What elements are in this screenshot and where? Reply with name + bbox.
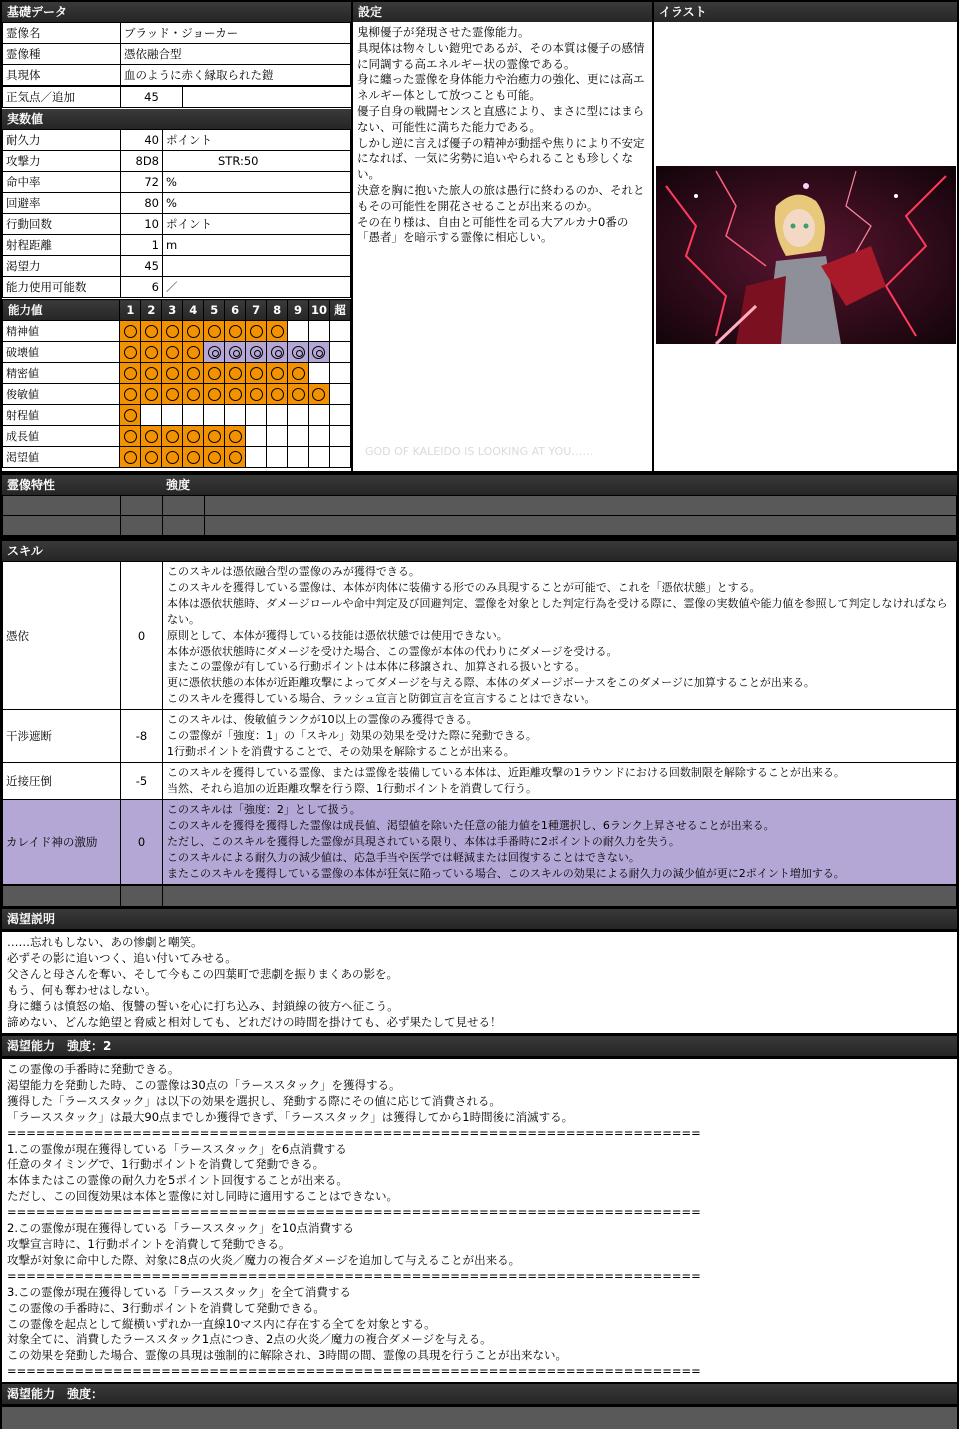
circle-mark-icon <box>292 367 305 380</box>
trait-row <box>3 516 957 536</box>
circle-mark-icon <box>208 325 221 338</box>
stat-extra: STR:50 <box>215 151 351 172</box>
ability-column-label: 3 <box>162 300 183 321</box>
rank-empty <box>309 447 330 468</box>
rank-circle <box>246 363 267 384</box>
basic-row: 霊像名 ブラッド・ジョーカー <box>3 23 351 44</box>
rank-circle <box>141 384 162 405</box>
character-illustration <box>656 166 956 344</box>
circle-mark-icon <box>166 325 179 338</box>
rank-circle <box>288 384 309 405</box>
circle-mark-icon <box>124 430 137 443</box>
ability-column-label: 超 <box>329 300 350 321</box>
desire-ability-2-body <box>2 1407 957 1429</box>
rank-empty <box>309 426 330 447</box>
circle-mark-icon <box>166 430 179 443</box>
stat-value: 45 <box>121 256 163 277</box>
skill-name: カレイド神の激励 <box>3 799 121 884</box>
desire-ability-text: この霊像の手番時に発動できる。 渇望能力を発動した時、この霊像は30点の「ラーススタック」を獲得する。 獲得した「ラーススタック」は以下の効果を選択し、発動する際にその値に応じて消費される。 「ラーススタック」は最大90点までしか獲得できず、「ラーススタック」は獲得してから1時間後に消滅する。 ======================================================================== 1.この霊像が現在獲得している「ラーススタック」を6点消費する 任意のタイミングで、1行動ポイントを消費して発動できる。 本体またはこの霊像の耐久力を5ポイント回復することが出来る。 ただし、この回復効果は本体と霊像に対し同時に適用することはできない。 ======================================================================== 2.この霊像が現在獲得している「ラーススタック」を10点消費する 攻撃宣言時に、1行動ポイントを消費して発動できる。 攻撃が対象に命中した際、対象に8点の火炎／魔力の複合ダメージを追加して与えることが出来る。 ======================================================================== 3.この霊像が現在獲得している「ラーススタック」を全て消費する この霊像の手番時に、3行動ポイントを消費して発動できる。 この霊像を起点として縦横いずれか一直線10マス内に存在する全てを対象とする。 対象全てに、消費したラーススタック1点につき、2点の火炎／魔力の複合ダメージを与える。 この効果を発動した場合、霊像の具現は強制的に解除され、3時間の間、霊像の具現を行うことが出来ない。 ======================================================================== <box>2 1059 957 1382</box>
ability-row: 精密値 <box>3 363 351 384</box>
stat-value: 10 <box>121 214 163 235</box>
rank-empty <box>267 405 288 426</box>
rank-circle <box>120 342 141 363</box>
stat-extra <box>215 256 351 277</box>
skill-name: 憑依 <box>3 562 121 710</box>
rank-empty <box>288 321 309 342</box>
ability-column-label: 1 <box>120 300 141 321</box>
stat-extra <box>215 193 351 214</box>
ability-row: 俊敏値 <box>3 384 351 405</box>
rank-circle <box>141 447 162 468</box>
rank-circle <box>120 321 141 342</box>
skills-empty-row <box>2 885 957 907</box>
rank-circle <box>162 426 183 447</box>
rank-circle <box>183 447 204 468</box>
rank-circle <box>141 363 162 384</box>
skill-description: このスキルは、俊敏値ランクが10以上の霊像のみ獲得できる。 この霊像が「強度：1」の「スキル」効果の効果を受けた際に発動できる。 1行動ポイントを消費することで、その効果を解除することが出来る。 <box>163 710 957 763</box>
rank-circle <box>288 363 309 384</box>
circle-mark-icon <box>145 367 158 380</box>
basic-data-header: 基礎データ <box>2 2 351 22</box>
sanity-value: 45 <box>121 87 183 108</box>
skill-name: 近接圧倒 <box>3 763 121 800</box>
double-circle-mark-icon <box>271 346 284 359</box>
circle-mark-icon <box>145 451 158 464</box>
rank-circle <box>162 447 183 468</box>
ability-column-label: 8 <box>267 300 288 321</box>
ability-column-label: 6 <box>225 300 246 321</box>
rank-circle <box>120 447 141 468</box>
stats-header: 実数値 <box>2 109 351 129</box>
stat-unit: % <box>163 172 216 193</box>
circle-mark-icon <box>187 346 200 359</box>
rank-circle <box>120 384 141 405</box>
ability-grid-header: 能力値 1 2 3 4 5 6 7 8 9 10 超 <box>3 300 351 321</box>
rank-circle <box>183 342 204 363</box>
trait-row <box>3 496 957 516</box>
circle-mark-icon <box>271 367 284 380</box>
skills-table <box>2 561 957 885</box>
double-circle-mark-icon <box>229 346 242 359</box>
rank-circle <box>183 321 204 342</box>
desire-description-header: 渇望説明 <box>2 909 957 929</box>
rank-double-circle <box>204 342 225 363</box>
rank-circle <box>309 384 330 405</box>
stat-unit: ポイント <box>163 214 216 235</box>
rank-circle <box>225 363 246 384</box>
basic-row: 霊像種 憑依融合型 <box>3 44 351 65</box>
stats-table <box>2 129 351 298</box>
circle-mark-icon <box>166 388 179 401</box>
rank-empty <box>329 321 350 342</box>
ability-column-label: 10 <box>309 300 330 321</box>
rank-circle <box>225 447 246 468</box>
stat-extra <box>215 277 351 298</box>
sanity-row: 正気点／追加 45 <box>3 87 352 108</box>
circle-mark-icon <box>250 367 263 380</box>
circle-mark-icon <box>187 325 200 338</box>
rank-empty <box>204 405 225 426</box>
skill-row <box>3 710 957 763</box>
stat-row: 攻撃力 8D8 STR:50 <box>3 151 351 172</box>
basic-data-panel <box>2 2 351 471</box>
rank-circle <box>120 405 141 426</box>
basic-data-table <box>2 22 351 86</box>
circle-mark-icon <box>208 367 221 380</box>
rank-circle <box>267 321 288 342</box>
rank-double-circle <box>246 342 267 363</box>
traits-table <box>2 495 957 536</box>
stat-unit: % <box>163 193 216 214</box>
circle-mark-icon <box>312 388 325 401</box>
skills-header: スキル <box>2 541 957 561</box>
ability-grid <box>2 299 351 468</box>
skill-value: 0 <box>121 562 163 710</box>
skill-row <box>3 562 957 710</box>
ability-column-label: 9 <box>288 300 309 321</box>
rank-empty <box>267 426 288 447</box>
spirit-type: 憑依融合型 <box>121 44 351 65</box>
rank-empty <box>329 342 350 363</box>
rank-circle <box>183 426 204 447</box>
rank-circle <box>204 363 225 384</box>
rank-circle <box>204 426 225 447</box>
skill-row <box>3 799 957 884</box>
skill-row <box>3 763 957 800</box>
rank-circle <box>162 384 183 405</box>
ability-row: 成長値 <box>3 426 351 447</box>
circle-mark-icon <box>187 388 200 401</box>
traits-header: 霊像特性 強度 <box>2 475 957 495</box>
stat-extra <box>215 172 351 193</box>
stat-unit <box>163 256 216 277</box>
ability-row: 破壊値 <box>3 342 351 363</box>
illustration-art <box>656 166 956 344</box>
double-circle-mark-icon <box>312 346 325 359</box>
rank-circle <box>267 363 288 384</box>
rank-circle <box>246 384 267 405</box>
rank-empty <box>183 405 204 426</box>
rank-empty <box>225 405 246 426</box>
double-circle-mark-icon <box>250 346 263 359</box>
circle-mark-icon <box>166 451 179 464</box>
skill-value: 0 <box>121 799 163 884</box>
ability-row: 精神値 <box>3 321 351 342</box>
rank-empty <box>267 447 288 468</box>
rank-empty <box>288 426 309 447</box>
rank-empty <box>246 426 267 447</box>
rank-circle <box>141 342 162 363</box>
rank-circle <box>183 384 204 405</box>
circle-mark-icon <box>145 325 158 338</box>
setting-text: 鬼柳優子が発現させた霊像能力。 具現体は物々しい鎧兜であるが、その本質は優子の感情に同調する高エネルギー状の霊像である。 身に纏った霊像を身体能力や治癒力の強化、更には高エネルギー体として放つことも可能。 優子自身の戦闘センスと直感により、まさに型にはまらない、可能性に満ちた能力である。 しかし逆に言えば優子の精神が動揺や焦りにより不安定になれば、一気に劣勢に追いやられることも珍しくない。 決意を胸に抱いた旅人の旅は愚行に終わるのか、それともその可能性を開花させることが出来るのか。 その在り様は、自由と可能性を司る大アルカナ0番の「愚者」を暗示する霊像に相応しい。 <box>357 25 645 245</box>
stat-extra <box>215 130 351 151</box>
setting-panel <box>353 2 652 471</box>
rank-circle <box>246 321 267 342</box>
stat-unit: ポイント <box>163 130 216 151</box>
ability-column-label: 5 <box>204 300 225 321</box>
double-circle-mark-icon <box>292 346 305 359</box>
rank-circle <box>141 426 162 447</box>
rank-circle <box>141 321 162 342</box>
stat-row: 射程距離 1 m <box>3 235 351 256</box>
stat-row: 回避率 80 % <box>3 193 351 214</box>
rank-circle <box>204 447 225 468</box>
rank-circle <box>162 342 183 363</box>
rank-circle <box>225 321 246 342</box>
skill-name: 干渉遮断 <box>3 710 121 763</box>
circle-mark-icon <box>208 451 221 464</box>
circle-mark-icon <box>124 409 137 422</box>
stat-value: 80 <box>121 193 163 214</box>
ability-column-label: 7 <box>246 300 267 321</box>
desire-ability-section <box>2 1036 957 1382</box>
rank-empty <box>246 405 267 426</box>
circle-mark-icon <box>145 430 158 443</box>
desire-description-section <box>2 909 957 1033</box>
rank-empty <box>246 447 267 468</box>
stat-row: 渇望力 45 <box>3 256 351 277</box>
desire-description-text: ……忘れもしない、あの惨劇と嘲笑。 必ずその影に追いつく、追い付いてみせる。 父さんと母さんを奪い、そして今もこの四葉町で悲劇を振りまくあの影を。 もう、何も奪わせはしない。 身に纏うは憤怒の焔、復讐の誓いを心に打ち込み、封鎖線の彼方へ征こう。 諦めない、どんな絶望と脅威と相対しても、どれだけの時間を掛けても、必ず果たして見せる！ <box>2 932 957 1033</box>
circle-mark-icon <box>166 346 179 359</box>
rank-circle <box>183 363 204 384</box>
skill-description: このスキルは憑依融合型の霊像のみが獲得できる。 このスキルを獲得している霊像は、本体が肉体に装備する形でのみ具現することが可能で、これを「憑依状態」とする。 本体は憑依状態時、ダメージロールや命中判定及び回避判定、霊像を対象とした判定行為を受ける際に、霊像の実数値や能力値を参照して判定しなければならない。 原則として、本体が獲得している技能は憑依状態では使用できない。 本体が憑依状態時にダメージを受けた場合、この霊像が本体の代わりにダメージを受ける。 またこの霊像が有している行動ポイントは本体に移譲され、加算される扱いとする。 更に憑依状態の本体が近距離攻撃によってダメージを与える際、本体のダメージボーナスをこのダメージに加算することが出来る。 このスキルを獲得している場合、ラッシュ宣言と防御宣言を宣言することはできない。 <box>163 562 957 710</box>
rank-circle <box>162 363 183 384</box>
circle-mark-icon <box>145 388 158 401</box>
rank-empty <box>329 426 350 447</box>
stat-row: 能力使用可能数 6 ／ <box>3 277 351 298</box>
desire-ability-2-header: 渇望能力 強度： <box>2 1384 957 1404</box>
rank-empty <box>329 447 350 468</box>
desire-ability-header: 渇望能力 強度：2 <box>2 1036 957 1056</box>
stat-unit: m <box>163 235 216 256</box>
spirit-name: ブラッド・ジョーカー <box>121 23 351 44</box>
skill-value: -8 <box>121 710 163 763</box>
stat-row: 命中率 72 % <box>3 172 351 193</box>
desire-ability-2-section <box>2 1384 957 1429</box>
rank-double-circle <box>267 342 288 363</box>
rank-circle <box>204 384 225 405</box>
circle-mark-icon <box>145 346 158 359</box>
circle-mark-icon <box>208 388 221 401</box>
circle-mark-icon <box>187 367 200 380</box>
rank-empty <box>329 384 350 405</box>
rank-empty <box>309 363 330 384</box>
rank-circle <box>120 363 141 384</box>
illustration-header: イラスト <box>654 2 957 22</box>
rank-empty <box>141 405 162 426</box>
rank-circle <box>120 426 141 447</box>
ability-row: 渇望値 <box>3 447 351 468</box>
circle-mark-icon <box>124 346 137 359</box>
skill-description: このスキルを獲得している霊像、または霊像を装備している本体は、近距離攻撃の1ラウンドにおける回数制限を解除することが出来る。 当然、それら追加の近距離攻撃を行う際、1行動ポイントを消費して行う。 <box>163 763 957 800</box>
stat-unit <box>163 151 216 172</box>
rank-circle <box>267 384 288 405</box>
manifestation: 血のように赤く縁取られた鎧 <box>121 65 351 86</box>
rank-empty <box>288 447 309 468</box>
skill-value: -5 <box>121 763 163 800</box>
rank-double-circle <box>309 342 330 363</box>
ability-column-label: 2 <box>141 300 162 321</box>
rank-double-circle <box>288 342 309 363</box>
stat-extra <box>215 235 351 256</box>
circle-mark-icon <box>187 451 200 464</box>
circle-mark-icon <box>124 367 137 380</box>
circle-mark-icon <box>229 325 242 338</box>
rank-empty <box>162 405 183 426</box>
circle-mark-icon <box>124 325 137 338</box>
rank-empty <box>309 321 330 342</box>
ability-row: 射程値 <box>3 405 351 426</box>
skills-section <box>2 541 957 907</box>
double-circle-mark-icon <box>208 346 221 359</box>
setting-header: 設定 <box>353 2 652 22</box>
traits-section <box>2 475 957 539</box>
circle-mark-icon <box>250 388 263 401</box>
stat-value: 8D8 <box>121 151 163 172</box>
stat-extra <box>215 214 351 235</box>
stat-row: 耐久力 40 ポイント <box>3 130 351 151</box>
rank-double-circle <box>225 342 246 363</box>
rank-empty <box>329 363 350 384</box>
illustration-panel <box>654 2 957 471</box>
sanity-table <box>2 86 351 108</box>
ability-column-label: 4 <box>183 300 204 321</box>
rank-circle <box>162 321 183 342</box>
circle-mark-icon <box>208 430 221 443</box>
circle-mark-icon <box>271 388 284 401</box>
stat-value: 40 <box>121 130 163 151</box>
circle-mark-icon <box>292 388 305 401</box>
circle-mark-icon <box>229 451 242 464</box>
circle-mark-icon <box>229 430 242 443</box>
circle-mark-icon <box>229 388 242 401</box>
rank-circle <box>204 321 225 342</box>
rank-empty <box>309 405 330 426</box>
skill-description: このスキルは「強度：2」として扱う。 このスキルを獲得を獲得した霊像は成長値、渇望値を除いた任意の能力値を1種選択し、6ランク上昇させることが出来る。 ただし、このスキルを獲得した霊像が具現されている限り、本体は手番時に2ポイントの耐久力を失う。 このスキルによる耐久力の減少値は、応急手当や医学では軽減または回復することはできない。 またこのスキルを獲得している霊像の本体が狂気に陥っている場合、このスキルの効果による耐久力の減少値が更に2ポイント増加する。 <box>163 799 957 884</box>
stat-value: 1 <box>121 235 163 256</box>
circle-mark-icon <box>124 451 137 464</box>
circle-mark-icon <box>124 388 137 401</box>
rank-circle <box>225 426 246 447</box>
circle-mark-icon <box>271 325 284 338</box>
circle-mark-icon <box>187 430 200 443</box>
stat-value: 72 <box>121 172 163 193</box>
stat-value: 6 <box>121 277 163 298</box>
stat-row: 行動回数 10 ポイント <box>3 214 351 235</box>
circle-mark-icon <box>250 325 263 338</box>
circle-mark-icon <box>166 367 179 380</box>
rank-empty <box>288 405 309 426</box>
rank-empty <box>329 405 350 426</box>
stat-unit: ／ <box>163 277 216 298</box>
circle-mark-icon <box>229 367 242 380</box>
faint-watermark-text: GOD OF KALEIDO IS LOOKING AT YOU…… <box>365 445 594 458</box>
rank-circle <box>225 384 246 405</box>
basic-row: 具現体 血のように赤く縁取られた鎧 <box>3 65 351 86</box>
